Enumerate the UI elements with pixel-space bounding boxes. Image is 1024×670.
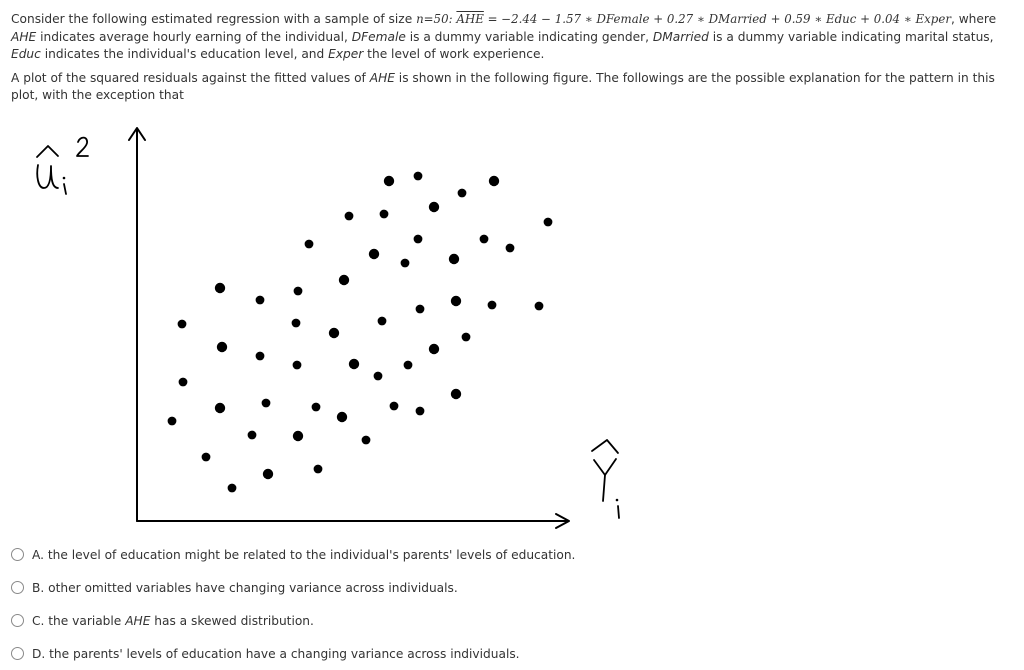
scatter-point	[339, 275, 349, 285]
scatter-point	[416, 305, 425, 314]
var-dfemale: DFemale	[351, 29, 406, 44]
var-ahe: AHE	[11, 29, 37, 44]
option-label-tail: has a skewed distribution.	[150, 613, 314, 628]
scatter-point	[451, 389, 461, 399]
question-text-segment: the level of work experience.	[363, 47, 545, 61]
scatter-point	[256, 352, 265, 361]
scatter-point	[337, 412, 347, 422]
subscript-i	[64, 184, 66, 194]
option-b[interactable]	[11, 571, 811, 604]
option-a-text	[32, 548, 575, 562]
radio-option-b[interactable]	[11, 581, 24, 594]
scatter-point	[345, 212, 354, 221]
scatter-point	[544, 218, 553, 227]
regression-equation: = −2.44 − 1.57 ∗ DFemale + 0.27 ∗ DMarried + 0.59 ∗ Educ + 0.04 ∗ Exper	[483, 12, 951, 26]
option-d[interactable]	[11, 637, 811, 670]
plot-axes	[129, 128, 569, 528]
y-glyph-top	[594, 459, 616, 475]
var-ahe: AHE	[369, 70, 395, 85]
scatter-point	[384, 176, 394, 186]
option-label: the parents' levels of education have a changing variance across individuals.	[45, 646, 520, 661]
scatter-point	[429, 344, 439, 354]
scatter-point	[314, 465, 323, 474]
scatter-point	[293, 431, 303, 441]
question-text	[11, 11, 1015, 105]
x-axis-label	[592, 440, 619, 518]
scatter-point	[329, 328, 339, 338]
answer-options	[11, 538, 811, 670]
scatter-point	[506, 244, 515, 253]
scatter-point	[256, 296, 265, 305]
residual-plot-svg	[0, 118, 1024, 538]
scatter-point	[489, 176, 499, 186]
question-text-segment: is a dummy variable indicating marital status,	[708, 29, 994, 44]
scatter-point	[202, 453, 211, 462]
radio-option-d[interactable]	[11, 647, 24, 660]
question-text-segment: Consider the following estimated regression with a sample of size	[11, 12, 417, 26]
scatter-point	[458, 189, 467, 198]
scatter-point	[305, 240, 314, 249]
subscript-i-dot	[616, 499, 619, 502]
y-glyph-stem	[603, 475, 605, 501]
scatter-point	[228, 484, 237, 493]
question-paragraph-2	[11, 70, 1015, 105]
scatter-point	[215, 283, 225, 293]
scatter-point	[362, 436, 371, 445]
scatter-point	[380, 210, 389, 219]
scatter-point	[263, 469, 273, 479]
scatter-point	[374, 372, 383, 381]
scatter-points	[168, 172, 553, 493]
radio-option-c[interactable]	[11, 614, 24, 627]
subscript-i-dot	[63, 177, 66, 180]
scatter-point	[349, 359, 359, 369]
var-educ: Educ	[11, 47, 41, 61]
option-b-text	[32, 581, 458, 595]
scatter-point	[429, 202, 439, 212]
regression-lhs: $\overline{AHE}$	[456, 12, 484, 26]
question-text-segment: , where	[950, 12, 997, 26]
scatter-point	[178, 320, 187, 329]
scatter-point	[293, 361, 302, 370]
subscript-i	[618, 506, 619, 518]
scatter-point	[217, 342, 227, 352]
scatter-point	[369, 249, 379, 259]
scatter-point	[401, 259, 410, 268]
scatter-point	[414, 172, 423, 181]
option-c-text	[32, 614, 314, 628]
scatter-point	[414, 235, 423, 244]
scatter-point	[215, 403, 225, 413]
scatter-point	[535, 302, 544, 311]
scatter-point	[416, 407, 425, 416]
option-c[interactable]	[11, 604, 811, 637]
question-text-segment: is shown in the following figure. The followings are the possible explanation for the pattern in this plot, with the exception that	[11, 70, 995, 102]
y-axis-label	[37, 138, 88, 194]
scatter-point	[262, 399, 271, 408]
var-dmarried: DMarried	[652, 29, 709, 44]
hat-icon	[592, 440, 618, 453]
option-letter: C.	[32, 613, 45, 628]
scatter-point	[451, 296, 461, 306]
sample-size: n=50:	[416, 12, 453, 26]
option-letter: B.	[32, 580, 45, 595]
scatter-point	[462, 333, 471, 342]
scatter-point	[294, 287, 303, 296]
scatter-point	[404, 361, 413, 370]
scatter-point	[312, 403, 321, 412]
question-text-segment: indicates average hourly earning of the individual,	[36, 29, 352, 44]
x-axis-label-text: Ŷᵢ	[605, 478, 606, 479]
scatter-point	[292, 319, 301, 328]
y-axis-label-text: ûᵢ²	[48, 178, 50, 179]
radio-option-a[interactable]	[11, 548, 24, 561]
option-label: the level of education might be related to the individual's parents' levels of education.	[44, 547, 576, 562]
scatter-point	[168, 417, 177, 426]
option-letter: A.	[32, 547, 44, 562]
scatter-point	[488, 301, 497, 310]
question-text-segment: indicates the individual's education level, and	[40, 47, 329, 61]
scatter-point	[449, 254, 459, 264]
question-text-segment: is a dummy variable indicating gender,	[405, 29, 653, 44]
residual-plot	[0, 118, 1024, 538]
question-paragraph-1	[11, 11, 1015, 64]
option-a[interactable]	[11, 538, 811, 571]
var-exper: Exper	[328, 47, 364, 61]
var-ahe: AHE	[125, 613, 151, 628]
option-d-text	[32, 647, 520, 661]
scatter-point	[390, 402, 399, 411]
option-label: other omitted variables have changing variance across individuals.	[44, 580, 458, 595]
scatter-point	[248, 431, 257, 440]
scatter-point	[378, 317, 387, 326]
question-text-segment: A plot of the squared residuals against the fitted values of	[11, 70, 370, 85]
hat-icon	[37, 146, 58, 157]
superscript-2	[77, 138, 88, 156]
u-glyph	[37, 165, 58, 188]
option-letter: D.	[32, 646, 46, 661]
scatter-point	[480, 235, 489, 244]
option-label: the variable	[44, 613, 126, 628]
scatter-point	[179, 378, 188, 387]
